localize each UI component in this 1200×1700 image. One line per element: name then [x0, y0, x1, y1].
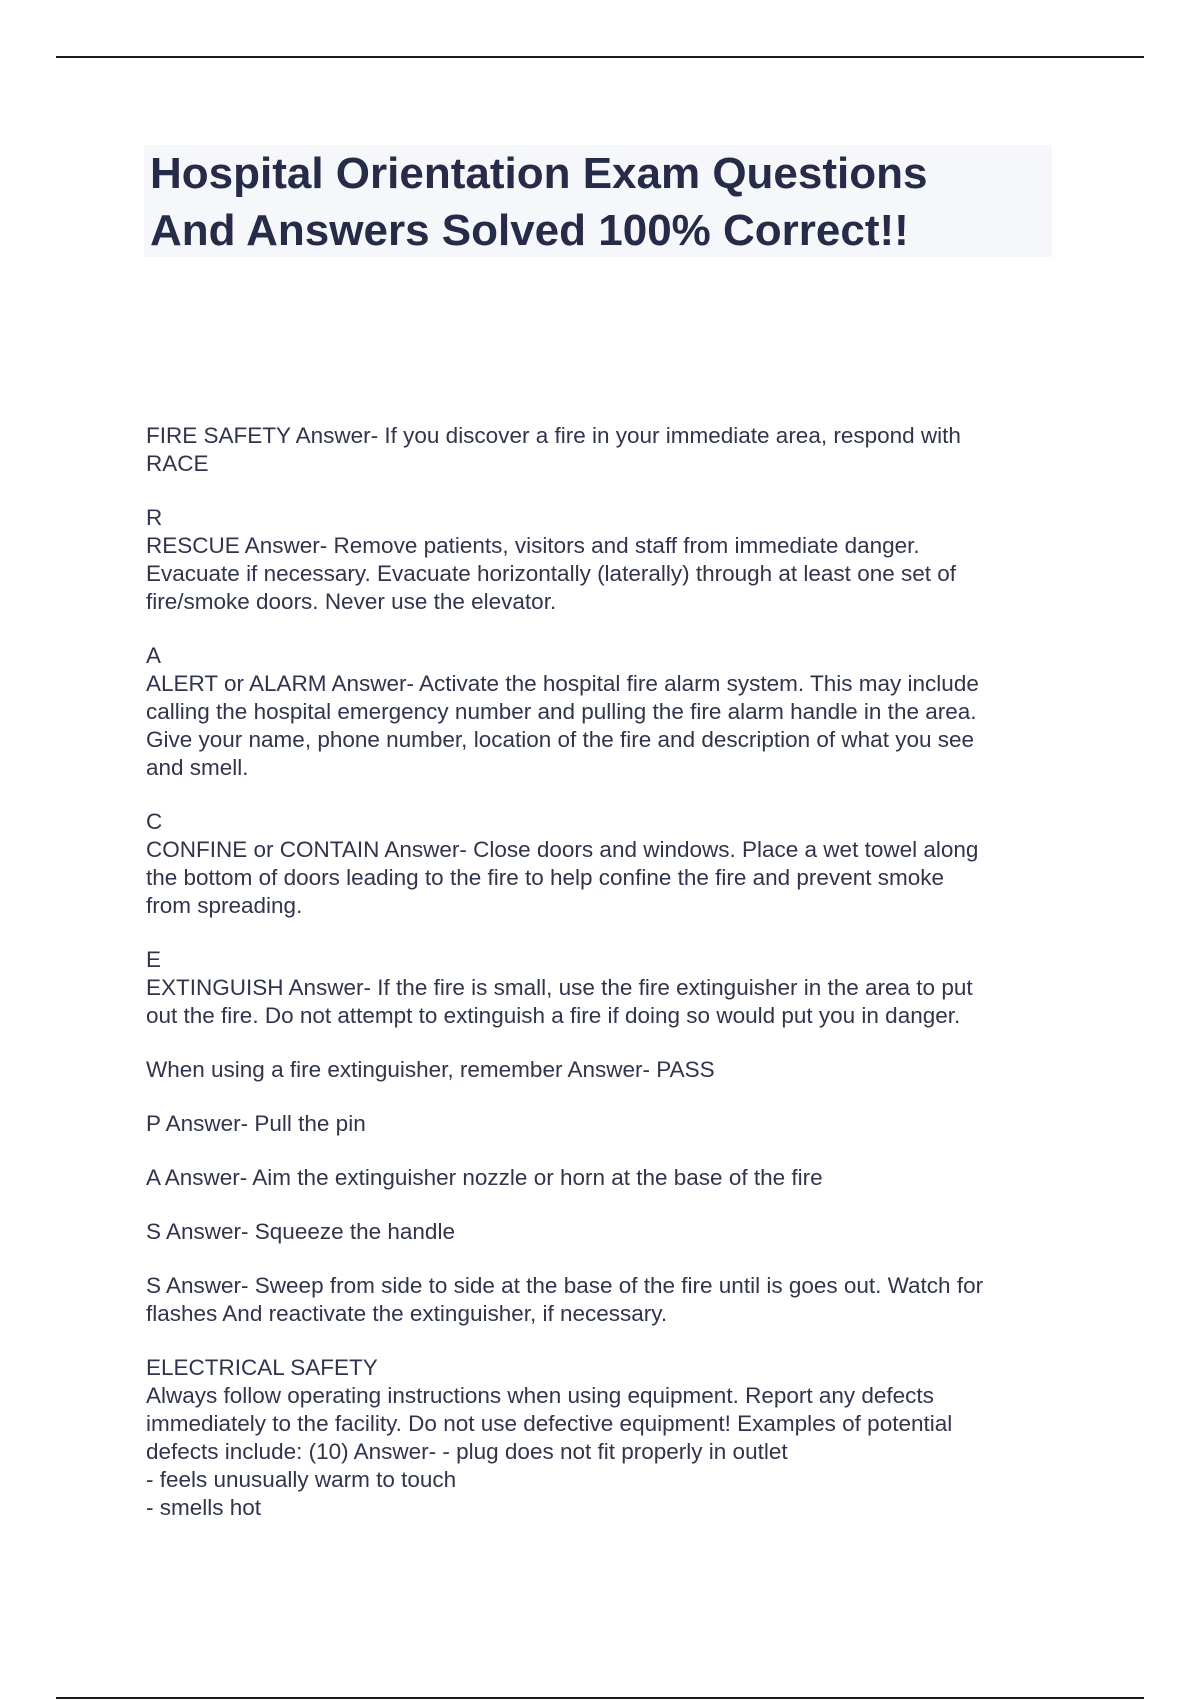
text-line: flashes And reactivate the extinguisher, if necessary.: [146, 1301, 668, 1326]
text-line: S Answer- Squeeze the handle: [146, 1219, 455, 1244]
text-line: RACE: [146, 451, 209, 476]
text-line: FIRE SAFETY Answer- If you discover a fire in your immediate area, respond with: [146, 423, 961, 448]
text-line: calling the hospital emergency number and pulling the fire alarm handle in the area.: [146, 699, 977, 724]
text-line: ALERT or ALARM Answer- Activate the hospital fire alarm system. This may include: [146, 671, 979, 696]
text-line: and smell.: [146, 755, 249, 780]
text-line: - feels unusually warm to touch: [146, 1467, 457, 1492]
text-line: defects include: (10) Answer- - plug does not fit properly in outlet: [146, 1439, 788, 1464]
text-line: Give your name, phone number, location of the fire and description of what you see: [146, 727, 974, 752]
text-line: Always follow operating instructions when using equipment. Report any defects: [146, 1383, 934, 1408]
text-line: E: [146, 947, 162, 972]
title-line-2: And Answers Solved 100% Correct!!: [150, 206, 909, 255]
qa-block: [146, 1218, 1066, 1246]
text-line: out the fire. Do not attempt to extinguish a fire if doing so would put you in danger.: [146, 1003, 961, 1028]
text-line: the bottom of doors leading to the fire to help confine the fire and prevent smoke: [146, 865, 944, 890]
qa-block: [146, 1056, 1066, 1084]
text-line: When using a fire extinguisher, remember Answer- PASS: [146, 1057, 715, 1082]
qa-block: [146, 1164, 1066, 1192]
qa-block: [146, 1272, 1066, 1328]
text-line: A: [146, 643, 162, 668]
title-line-1: Hospital Orientation Exam Questions: [150, 149, 928, 198]
text-line: immediately to the facility. Do not use defective equipment! Examples of potential: [146, 1411, 953, 1436]
qa-block: [146, 808, 1066, 920]
qa-block: [146, 422, 1066, 478]
text-line: EXTINGUISH Answer- If the fire is small, use the fire extinguisher in the area to put: [146, 975, 973, 1000]
text-line: CONFINE or CONTAIN Answer- Close doors and windows. Place a wet towel along: [146, 837, 979, 862]
text-line: R: [146, 505, 163, 530]
text-line: - smells hot: [146, 1495, 262, 1520]
text-line: from spreading.: [146, 893, 303, 918]
text-line: C: [146, 809, 163, 834]
text-line: A Answer- Aim the extinguisher nozzle or horn at the base of the fire: [146, 1165, 823, 1190]
text-line: P Answer- Pull the pin: [146, 1111, 366, 1136]
bottom-rule: [56, 1697, 1144, 1699]
page-title: [150, 145, 1046, 259]
title-box: [144, 145, 1052, 257]
document-body: [146, 422, 1066, 1548]
text-line: Evacuate if necessary. Evacuate horizontally (laterally) through at least one set of: [146, 561, 957, 586]
text-line: S Answer- Sweep from side to side at the base of the fire until is goes out. Watch for: [146, 1273, 984, 1298]
qa-block: [146, 1354, 1066, 1522]
text-line: fire/smoke doors. Never use the elevator.: [146, 589, 557, 614]
top-rule: [56, 56, 1144, 58]
qa-block: [146, 1110, 1066, 1138]
text-line: ELECTRICAL SAFETY: [146, 1355, 378, 1380]
qa-block: [146, 504, 1066, 616]
qa-block: [146, 946, 1066, 1030]
text-line: RESCUE Answer- Remove patients, visitors and staff from immediate danger.: [146, 533, 920, 558]
qa-block: [146, 642, 1066, 782]
